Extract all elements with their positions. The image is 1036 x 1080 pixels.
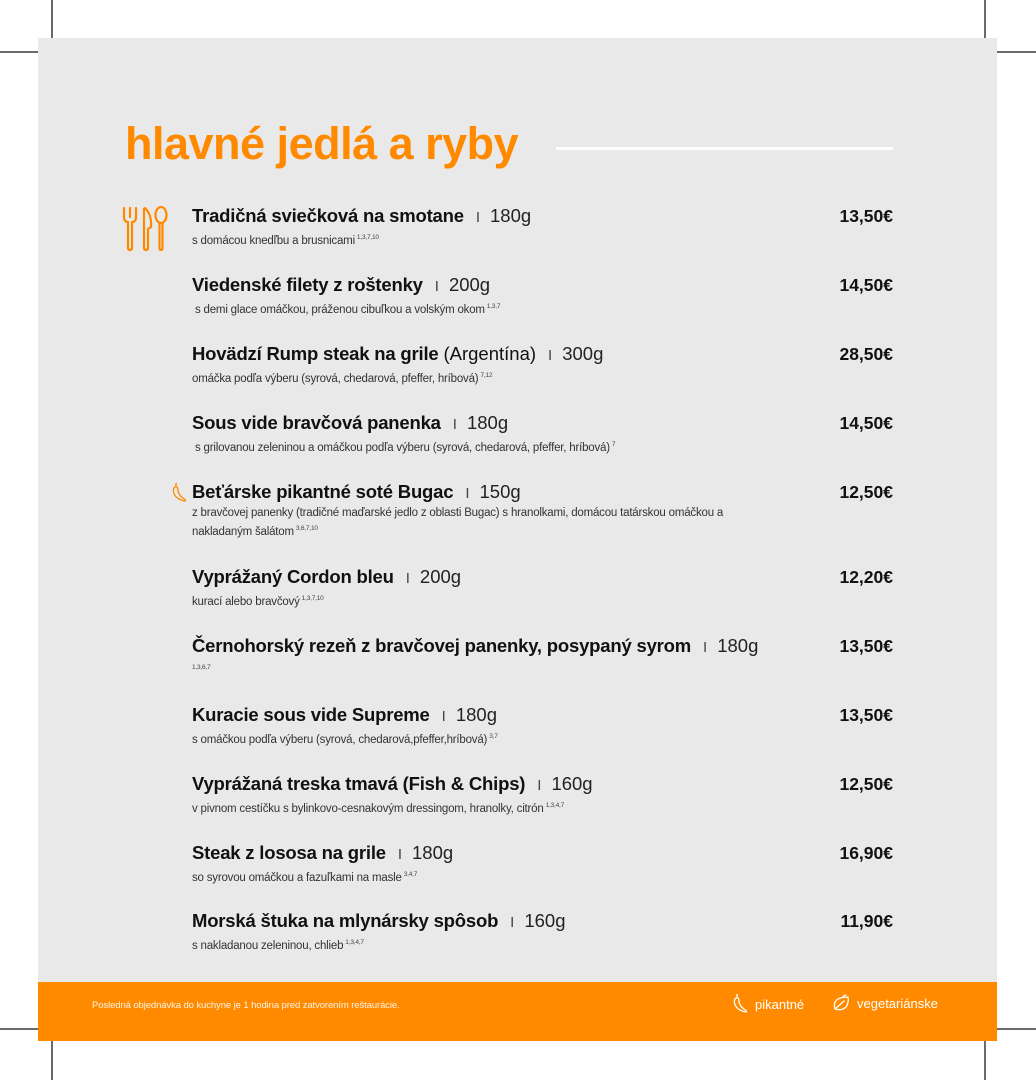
menu-item-header xyxy=(192,773,893,797)
crop-mark xyxy=(984,0,986,42)
separator: I xyxy=(703,639,708,656)
menu-item-header xyxy=(192,910,893,934)
menu-item-header xyxy=(192,274,893,298)
menu-item-header xyxy=(192,412,893,436)
menu-item-description xyxy=(192,729,893,748)
menu-item xyxy=(192,635,893,679)
menu-item-description-text: s domácou knedľbu a brusnicami xyxy=(192,234,355,247)
crop-mark xyxy=(51,0,53,42)
leaf-icon xyxy=(832,994,851,1013)
menu-item-description xyxy=(192,591,893,610)
menu-item-weight: 180g xyxy=(466,412,509,433)
menu-item-header xyxy=(192,704,893,728)
menu-item-weight: 180g xyxy=(412,842,454,863)
menu-item-description-text: s nakladanou zeleninou, chlieb xyxy=(192,939,344,952)
separator: I xyxy=(510,914,515,931)
menu-item-description-text: z bravčovej panenky (tradičné maďarské jedlo z oblasti Bugac) s hranolkami, domácou tatárskou omáčkou a nakladaným šalátom xyxy=(192,507,724,538)
menu-item-weight: 180g xyxy=(717,635,759,656)
menu-item-name: Černohorský rezeň z bravčovej panenky, posypaný syrom xyxy=(192,635,692,656)
menu-item xyxy=(192,704,893,748)
title-divider xyxy=(556,147,893,150)
menu-item-description xyxy=(192,299,893,318)
menu-item-description-text: s demi glace omáčkou, práženou cibuľkou a volským okom xyxy=(195,303,485,316)
separator: I xyxy=(434,278,439,295)
menu-item xyxy=(192,842,893,886)
menu-item-allergens: 3,7 xyxy=(489,733,498,740)
menu-item-allergens: 1,3,7,10 xyxy=(301,595,324,602)
menu-item-price: 13,50€ xyxy=(839,206,893,226)
menu-item-name: Steak z lososa na grile xyxy=(192,842,386,863)
menu-item xyxy=(192,343,893,387)
menu-item-weight: 160g xyxy=(551,773,593,794)
menu-item-description-text: s omáčkou podľa výberu (syrová, chedarová,pfeffer,hríbová) xyxy=(192,733,488,746)
menu-item-allergens: 1,3,7 xyxy=(486,303,501,310)
menu-item-name: Tradičná sviečková na smotane xyxy=(192,205,464,226)
separator: I xyxy=(548,347,553,364)
menu-item-header xyxy=(192,842,893,866)
menu-item-description xyxy=(192,660,893,679)
menu-item-allergens: 1,3,7,10 xyxy=(356,234,379,241)
menu-item-name: Viedenské filety z roštenky xyxy=(192,274,423,295)
crop-mark xyxy=(51,1038,53,1080)
footer-note: Posledná objednávka do kuchyne je 1 hodina pred zatvorením reštaurácie. xyxy=(92,1000,400,1011)
menu-item-allergens: 7,12 xyxy=(480,372,493,379)
chili-icon xyxy=(170,483,188,503)
separator: I xyxy=(405,570,410,587)
menu-item-title xyxy=(192,773,593,797)
separator: I xyxy=(537,777,542,794)
menu-item-title xyxy=(192,635,758,659)
menu-item-title xyxy=(192,910,566,934)
menu-item-name: Vyprážaný Cordon bleu xyxy=(192,566,394,587)
menu-item-price: 13,50€ xyxy=(839,636,893,656)
menu-item-price: 13,50€ xyxy=(839,705,893,725)
section-title: hlavné jedlá a ryby xyxy=(125,118,519,169)
menu-item-description-text: omáčka podľa výberu (syrová, chedarová, pfeffer, hríbová) xyxy=(192,372,479,385)
menu-item-description xyxy=(192,867,893,886)
menu-item-description xyxy=(192,437,893,456)
menu-item-description-text: v pivnom cestíčku s bylinkovo-cesnakovým dressingom, hranolky, citrón xyxy=(192,802,544,815)
menu-item-allergens: 1,3,6,7 xyxy=(192,664,211,671)
menu-item-header xyxy=(192,566,893,590)
menu-item-price: 28,50€ xyxy=(839,344,893,364)
menu-item-allergens: 3,6,7,10 xyxy=(295,525,318,532)
menu-item-allergens: 1,3,4,7 xyxy=(545,802,565,809)
menu-item-description-text: so syrovou omáčkou a fazuľkami na masle xyxy=(192,871,402,884)
menu-item-price: 16,90€ xyxy=(839,843,893,863)
menu-item-allergens: 7 xyxy=(611,441,616,448)
menu-item-header xyxy=(192,481,893,505)
menu-item-weight: 300g xyxy=(562,343,604,364)
separator: I xyxy=(397,846,403,863)
menu-item-title xyxy=(192,481,521,505)
menu-item-weight: 200g xyxy=(448,274,491,295)
menu-item-price: 14,50€ xyxy=(839,413,893,433)
legend-spicy xyxy=(731,994,804,1014)
menu-item-title xyxy=(192,343,603,367)
menu-item-price: 11,90€ xyxy=(840,911,893,931)
menu-item-title xyxy=(192,412,508,436)
menu-item-weight: 200g xyxy=(419,566,462,587)
menu-item-title xyxy=(192,205,531,229)
menu-item xyxy=(192,773,893,817)
menu-item-description xyxy=(192,368,893,387)
menu-item-description-text: kurací alebo bravčový xyxy=(192,595,300,608)
menu-item xyxy=(192,274,893,318)
crop-mark xyxy=(0,1028,42,1030)
separator: I xyxy=(441,708,446,725)
menu-item-description xyxy=(192,798,893,817)
menu-item-title xyxy=(192,566,461,590)
separator: I xyxy=(452,416,457,433)
menu-item-allergens: 1,3,4,7 xyxy=(345,939,364,946)
menu-item-description xyxy=(192,506,752,540)
menu-item-price: 14,50€ xyxy=(839,275,893,295)
menu-item-origin: (Argentína) xyxy=(443,343,537,364)
menu-item-price: 12,50€ xyxy=(839,482,893,502)
menu-item xyxy=(192,412,893,456)
legend-vegetarian-label: vegetariánske xyxy=(857,996,938,1011)
menu-item xyxy=(192,205,893,249)
menu-item-weight: 180g xyxy=(455,704,497,725)
menu-item-description xyxy=(192,230,893,249)
legend-vegetarian xyxy=(832,994,938,1013)
cutlery-icon xyxy=(121,205,169,252)
menu-item-name: Hovädzí Rump steak na grile xyxy=(192,343,439,364)
menu-item-name: Beťárske pikantné soté Bugac xyxy=(192,481,454,502)
menu-item-weight: 160g xyxy=(524,910,566,931)
crop-mark xyxy=(0,51,42,53)
menu-item-header xyxy=(192,205,893,229)
menu-item-weight: 180g xyxy=(490,205,532,226)
menu-item-title xyxy=(192,274,490,298)
chili-icon xyxy=(731,994,749,1014)
menu-item-header xyxy=(192,635,893,659)
menu-item-description xyxy=(192,935,893,954)
legend-spicy-label: pikantné xyxy=(755,996,805,1012)
menu-item-title xyxy=(192,842,453,866)
separator: I xyxy=(475,209,481,226)
menu-item-name: Vyprážaná treska tmavá (Fish & Chips) xyxy=(192,773,526,794)
menu-item-name: Sous vide bravčová panenka xyxy=(192,412,441,433)
menu-item xyxy=(192,910,893,954)
separator: I xyxy=(465,485,470,502)
crop-mark xyxy=(994,1028,1036,1030)
menu-item-price: 12,20€ xyxy=(839,567,893,587)
crop-mark xyxy=(994,51,1036,53)
menu-item xyxy=(192,481,893,540)
menu-item-description-text: s grilovanou zeleninou a omáčkou podľa výberu (syrová, chedarová, pfeffer, hríbová) xyxy=(195,441,610,454)
menu-item-title xyxy=(192,704,497,728)
menu-item-price: 12,50€ xyxy=(839,774,893,794)
menu-item-weight: 150g xyxy=(479,481,521,502)
crop-mark xyxy=(984,1038,986,1080)
menu-item-header xyxy=(192,343,893,367)
menu-item-allergens: 3,4,7 xyxy=(403,871,418,878)
menu-item xyxy=(192,566,893,610)
menu-item-name: Kuracie sous vide Supreme xyxy=(192,704,430,725)
menu-item-name: Morská štuka na mlynársky spôsob xyxy=(192,910,499,931)
